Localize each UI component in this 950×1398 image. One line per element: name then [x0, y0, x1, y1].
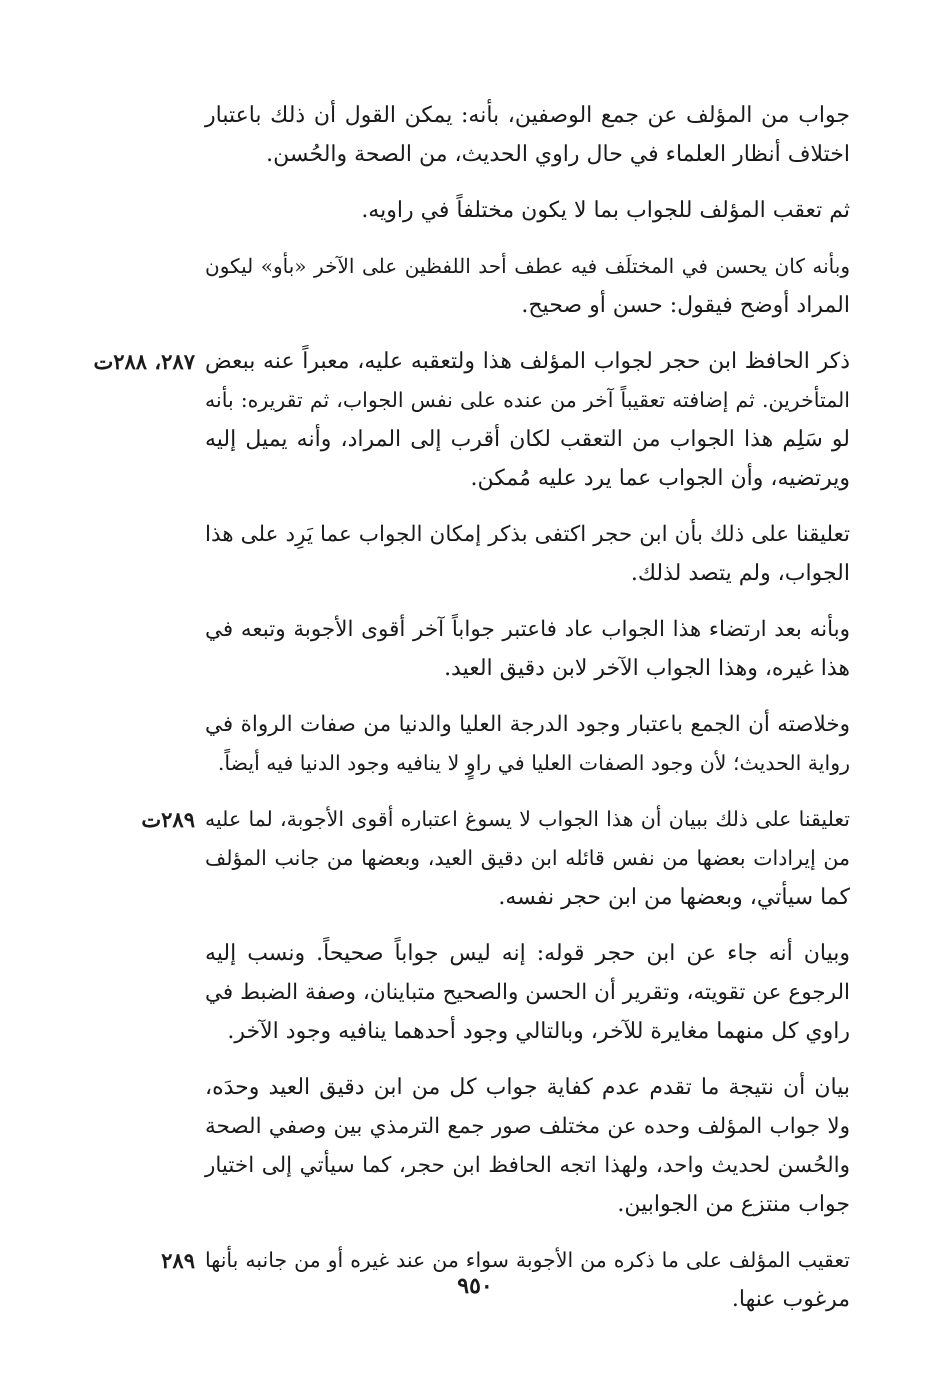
text-line: وبأنه كان يحسن في المختلَف فيه عطف أحد اللفظين على الآخر «بأو» ليكون	[205, 254, 850, 278]
text-line: وبأنه بعد ارتضاء هذا الجواب عاد فاعتبر جواباً آخر أقوى الأجوبة وتبعه في	[205, 617, 850, 642]
paragraph	[205, 96, 850, 174]
text-line: الجواب، ولم يتصد لذلك.	[630, 561, 850, 586]
text-line: لو سَلِم هذا الجواب من التعقب لكان أقرب إلى المراد، وأنه يميل إليه	[205, 427, 850, 452]
paragraph	[205, 191, 850, 230]
text-line: الرجوع عن تقويته، وتقرير أن الحسن والصحيح متباينان، وصفة الضبط في	[205, 980, 850, 1005]
text-line: ثم تعقب المؤلف للجواب بما لا يكون مختلفاً في راويه.	[361, 198, 850, 223]
page-body	[93, 96, 850, 1336]
paragraph	[93, 342, 850, 498]
text-line: وخلاصته أن الجمع باعتبار وجود الدرجة العليا والدنيا من صفات الرواة في	[205, 712, 850, 737]
margin-reference: ٢٨٩ت	[141, 807, 195, 832]
text-line: جواب منتزع من الجوابين.	[617, 1192, 850, 1217]
page-number: ٩٥٠	[457, 1273, 493, 1299]
text-line: تعليقنا على ذلك بأن ابن حجر اكتفى بذكر إمكان الجواب عما يَرِد على هذا	[205, 522, 850, 547]
text-line: ذكر الحافظ ابن حجر لجواب المؤلف هذا ولتعقبه عليه، معبراً عنه ببعض	[205, 349, 850, 374]
text-line: تعليقنا على ذلك ببيان أن هذا الجواب لا يسوغ اعتباره أقوى الأجوبة، لما عليه	[205, 807, 850, 831]
text-line: كما سيأتي، وبعضها من ابن حجر نفسه.	[498, 885, 850, 910]
text-line: المتأخرين. ثم إضافته تعقيباً آخر من عنده على نفس الجواب، ثم تقريره: بأنه	[205, 388, 850, 412]
text-line: اختلاف أنظار العلماء في حال راوي الحديث، من الصحة والحُسن.	[266, 142, 850, 167]
text-line: من إيرادات بعضها من نفس قائله ابن دقيق العيد، وبعضها من جانب المؤلف	[205, 846, 850, 870]
paragraph	[205, 247, 850, 325]
paragraph	[205, 610, 850, 688]
paragraph	[205, 1068, 850, 1224]
text-line: والحُسن لحديث واحد، ولهذا اتجه الحافظ ابن حجر، كما سيأتي إلى اختيار	[205, 1153, 850, 1178]
paragraph	[141, 800, 850, 917]
text-line: وبيان أنه جاء عن ابن حجر قوله: إنه ليس جواباً صحيحاً. ونسب إليه	[205, 941, 850, 966]
margin-reference: ٢٨٩	[161, 1248, 195, 1273]
paragraph	[205, 934, 850, 1051]
text-line: مرغوب عنها.	[731, 1287, 850, 1312]
text-line: تعقيب المؤلف على ما ذكره من الأجوبة سواء من عند غيره أو من جانبه بأنها	[205, 1248, 850, 1272]
paragraph	[205, 515, 850, 593]
text-line: رواية الحديث؛ لأن وجود الصفات العليا في راوٍ لا ينافيه وجود الدنيا فيه أيضاً.	[217, 751, 850, 775]
text-line: المراد أوضح فيقول: حسن أو صحيح.	[521, 293, 850, 318]
text-line: هذا غيره، وهذا الجواب الآخر لابن دقيق العيد.	[444, 656, 850, 681]
text-line: ولا جواب المؤلف وحده عن مختلف صور جمع الترمذي بين وصفي الصحة	[205, 1114, 850, 1139]
text-line: جواب من المؤلف عن جمع الوصفين، بأنه: يمكن القول أن ذلك باعتبار	[205, 103, 850, 128]
text-line: راوي كل منهما مغايرة للآخر، وبالتالي وجود أحدهما ينافيه وجود الآخر.	[227, 1019, 850, 1044]
margin-reference: ٢٨٧، ٢٨٨ت	[93, 349, 195, 374]
text-line: ويرتضيه، وأن الجواب عما يرد عليه مُمكن.	[470, 466, 850, 491]
text-line: بيان أن نتيجة ما تقدم عدم كفاية جواب كل من ابن دقيق العيد وحدَه،	[205, 1075, 850, 1100]
paragraph	[205, 705, 850, 783]
